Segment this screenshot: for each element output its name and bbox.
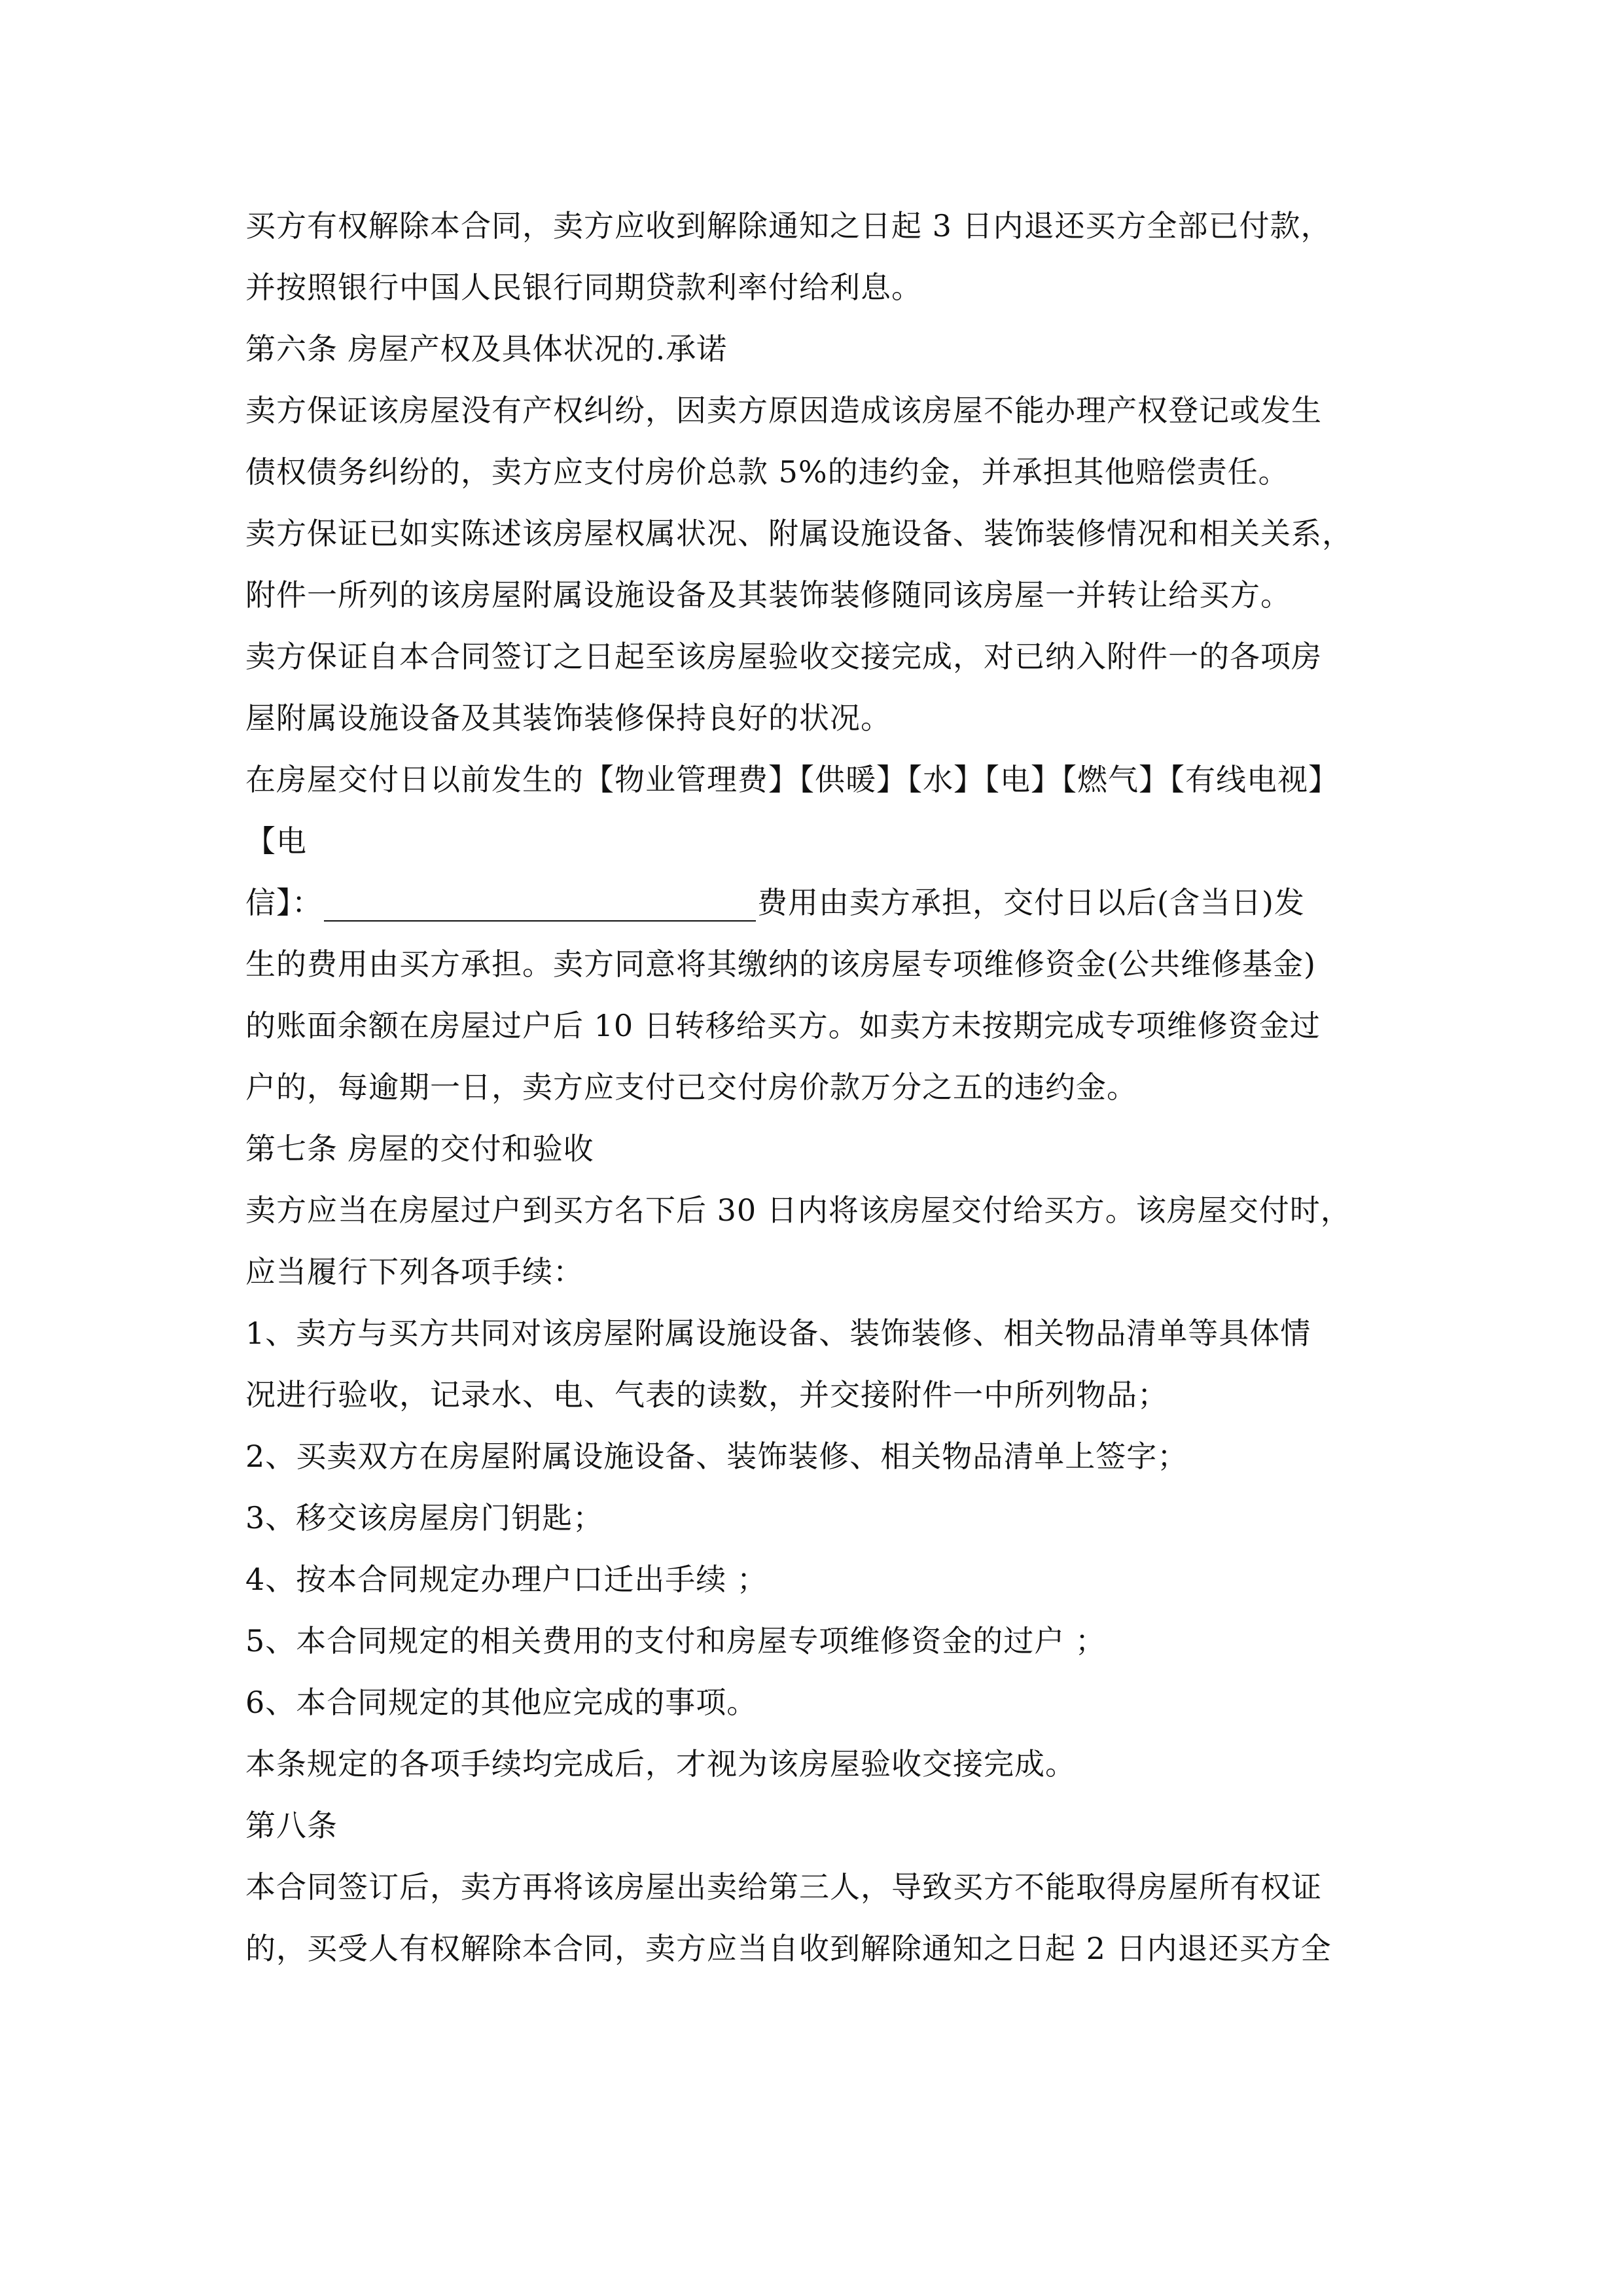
list-item: 4、按本合同规定办理户口迁出手续 ；	[245, 1562, 768, 1597]
text-line: 户的，每逾期一日，卖方应支付已交付房价款万分之五的违约金。	[245, 1069, 1137, 1105]
text-line: 的，买受人有权解除本合同，卖方应当自收到解除通知之日起 2 日内退还买方全	[245, 1931, 1332, 1966]
text-line: 【电	[245, 823, 307, 859]
article-heading-8: 第八条	[245, 1808, 338, 1843]
text-line: 卖方应当在房屋过户到买方名下后 30 日内将该房屋交付给买方。该房屋交付时，	[245, 1193, 1351, 1228]
article-heading-7: 第七条 房屋的交付和验收	[245, 1131, 594, 1166]
text-line: 卖方保证该房屋没有产权纠纷，因卖方原因造成该房屋不能办理产权登记或发生	[245, 393, 1322, 428]
text-line: 本条规定的各项手续均完成后，才视为该房屋验收交接完成。	[245, 1746, 1076, 1782]
text-line: 应当履行下列各项手续：	[245, 1254, 584, 1289]
list-item-continuation: 况进行验收，记录水、电、气表的读数，并交接附件一中所列物品；	[245, 1377, 1168, 1412]
article-heading-6: 第六条 房屋产权及具体状况的.承诺	[245, 331, 728, 367]
text-line: 卖方保证自本合同签订之日起至该房屋验收交接完成，对已纳入附件一的各项房	[245, 639, 1322, 674]
text-line: 债权债务纠纷的，卖方应支付房价总款 5%的违约金，并承担其他赔偿责任。	[245, 454, 1289, 490]
fill-in-line	[245, 872, 1423, 933]
fill-in-suffix: 费用由卖方承担，交付日以后(含当日)发	[757, 885, 1305, 920]
text-line: 屋附属设施设备及其装饰装修保持良好的状况。	[245, 700, 891, 736]
fill-in-prefix: 信】：	[245, 885, 323, 920]
text-line: 在房屋交付日以前发生的【物业管理费】【供暖】【水】【电】【燃气】【有线电视】	[245, 762, 1339, 797]
text-line: 附件一所列的该房屋附属设施设备及其装饰装修随同该房屋一并转让给买方。	[245, 577, 1291, 613]
text-line: 卖方保证已如实陈述该房屋权属状况、附属设施设备、装饰装修情况和相关关系，	[245, 516, 1353, 551]
contract-body	[245, 195, 1423, 1979]
list-item: 5、本合同规定的相关费用的支付和房屋专项维修资金的过户 ；	[245, 1623, 1106, 1659]
fill-in-blank	[324, 881, 756, 922]
text-line: 买方有权解除本合同，卖方应收到解除通知之日起 3 日内退还买方全部已付款，	[245, 208, 1332, 243]
text-line: 的账面余额在房屋过户后 10 日转移给买方。如卖方未按期完成专项维修资金过	[245, 1008, 1321, 1043]
text-line: 并按照银行中国人民银行同期贷款利率付给利息。	[245, 270, 922, 305]
text-line: 生的费用由买方承担。卖方同意将其缴纳的该房屋专项维修资金(公共维修基金)	[245, 946, 1316, 982]
text-line: 本合同签订后，卖方再将该房屋出卖给第三人，导致买方不能取得房屋所有权证	[245, 1869, 1322, 1905]
list-item: 6、本合同规定的其他应完成的事项。	[245, 1685, 758, 1720]
list-item: 1、卖方与买方共同对该房屋附属设施设备、装饰装修、相关物品清单等具体情	[245, 1316, 1311, 1351]
list-item: 2、买卖双方在房屋附属设施设备、装饰装修、相关物品清单上签字；	[245, 1439, 1188, 1474]
list-item: 3、移交该房屋房门钥匙；	[245, 1500, 604, 1535]
